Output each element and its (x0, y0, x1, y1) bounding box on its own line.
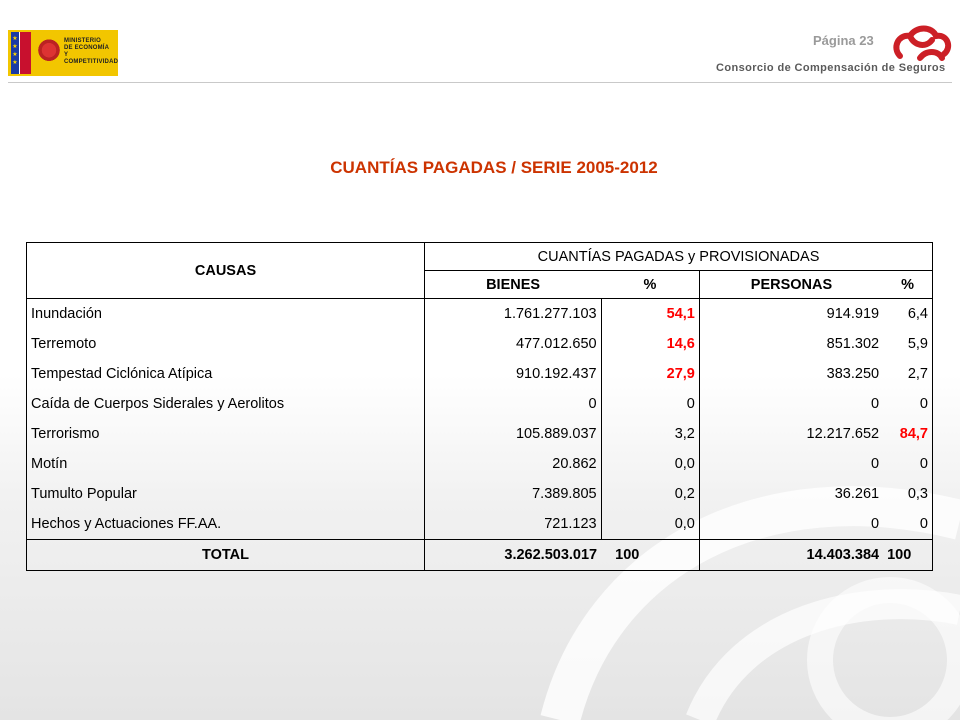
total-bienes: 3.262.503.017 (425, 540, 602, 571)
pct-personas-cell: 5,9 (883, 329, 932, 359)
total-pct-bienes: 100 (601, 540, 699, 571)
pct-bienes-cell: 14,6 (601, 329, 699, 359)
personas-cell: 12.217.652 (699, 419, 883, 449)
personas-header: PERSONAS (699, 271, 883, 299)
ministry-logo (8, 30, 118, 76)
personas-cell: 0 (699, 389, 883, 419)
personas-cell: 851.302 (699, 329, 883, 359)
pct-personas-cell: 0 (883, 449, 932, 479)
table-row (27, 419, 933, 449)
bienes-cell: 0 (425, 389, 602, 419)
table-total-row (27, 540, 933, 571)
eu-stars-icon: ★ ★ ★ ★ (12, 36, 18, 66)
header-divider (8, 82, 952, 83)
causes-header: CAUSAS (27, 243, 425, 299)
eu-spain-flag-icon (11, 32, 31, 74)
pct-bienes-cell: 3,2 (601, 419, 699, 449)
pct-bienes-cell: 27,9 (601, 359, 699, 389)
table-row (27, 359, 933, 389)
page-number: Página 23 (813, 33, 874, 48)
bienes-cell: 1.761.277.103 (425, 299, 602, 330)
bienes-cell: 20.862 (425, 449, 602, 479)
pct-personas-header: % (883, 271, 932, 299)
table-row (27, 449, 933, 479)
pct-bienes-cell: 0,2 (601, 479, 699, 509)
pct-bienes-cell: 0,0 (601, 509, 699, 540)
pct-bienes-cell: 0,0 (601, 449, 699, 479)
pct-personas-cell: 2,7 (883, 359, 932, 389)
bienes-cell: 477.012.650 (425, 329, 602, 359)
cause-cell: Inundación (27, 299, 425, 330)
table-row (27, 479, 933, 509)
cause-cell: Tumulto Popular (27, 479, 425, 509)
pct-personas-cell: 0,3 (883, 479, 932, 509)
pct-personas-cell: 0 (883, 389, 932, 419)
cause-cell: Tempestad Ciclónica Atípica (27, 359, 425, 389)
page-title: CUANTÍAS PAGADAS / SERIE 2005-2012 (330, 158, 658, 177)
total-pct-personas: 100 (883, 540, 932, 571)
cause-cell: Hechos y Actuaciones FF.AA. (27, 509, 425, 540)
pct-bienes-cell: 0 (601, 389, 699, 419)
personas-cell: 914.919 (699, 299, 883, 330)
total-label: TOTAL (27, 540, 425, 571)
cause-cell: Caída de Cuerpos Siderales y Aerolitos (27, 389, 425, 419)
pct-bienes-header: % (601, 271, 699, 299)
pct-personas-cell: 84,7 (883, 419, 932, 449)
bienes-cell: 7.389.805 (425, 479, 602, 509)
bienes-header: BIENES (425, 271, 602, 299)
pct-personas-cell: 0 (883, 509, 932, 540)
bienes-cell: 105.889.037 (425, 419, 602, 449)
table-row (27, 389, 933, 419)
table-row (27, 509, 933, 540)
personas-cell: 383.250 (699, 359, 883, 389)
table-row (27, 299, 933, 330)
table-header-row (27, 243, 933, 271)
ministry-name: MINISTERIO DE ECONOMÍA Y COMPETITIVIDAD (64, 38, 119, 65)
bienes-cell: 910.192.437 (425, 359, 602, 389)
table-row (27, 329, 933, 359)
cause-cell: Motín (27, 449, 425, 479)
royal-crest-icon (36, 34, 62, 70)
pct-personas-cell: 6,4 (883, 299, 932, 330)
pct-bienes-cell: 54,1 (601, 299, 699, 330)
personas-cell: 0 (699, 449, 883, 479)
total-personas: 14.403.384 (699, 540, 883, 571)
cause-cell: Terrorismo (27, 419, 425, 449)
personas-cell: 36.261 (699, 479, 883, 509)
group-header: CUANTÍAS PAGADAS y PROVISIONADAS (425, 243, 933, 271)
cause-cell: Terremoto (27, 329, 425, 359)
payments-table (26, 242, 933, 571)
bienes-cell: 721.123 (425, 509, 602, 540)
personas-cell: 0 (699, 509, 883, 540)
ccs-logo-icon (892, 20, 952, 64)
organization-name: Consorcio de Compensación de Seguros (716, 62, 946, 74)
